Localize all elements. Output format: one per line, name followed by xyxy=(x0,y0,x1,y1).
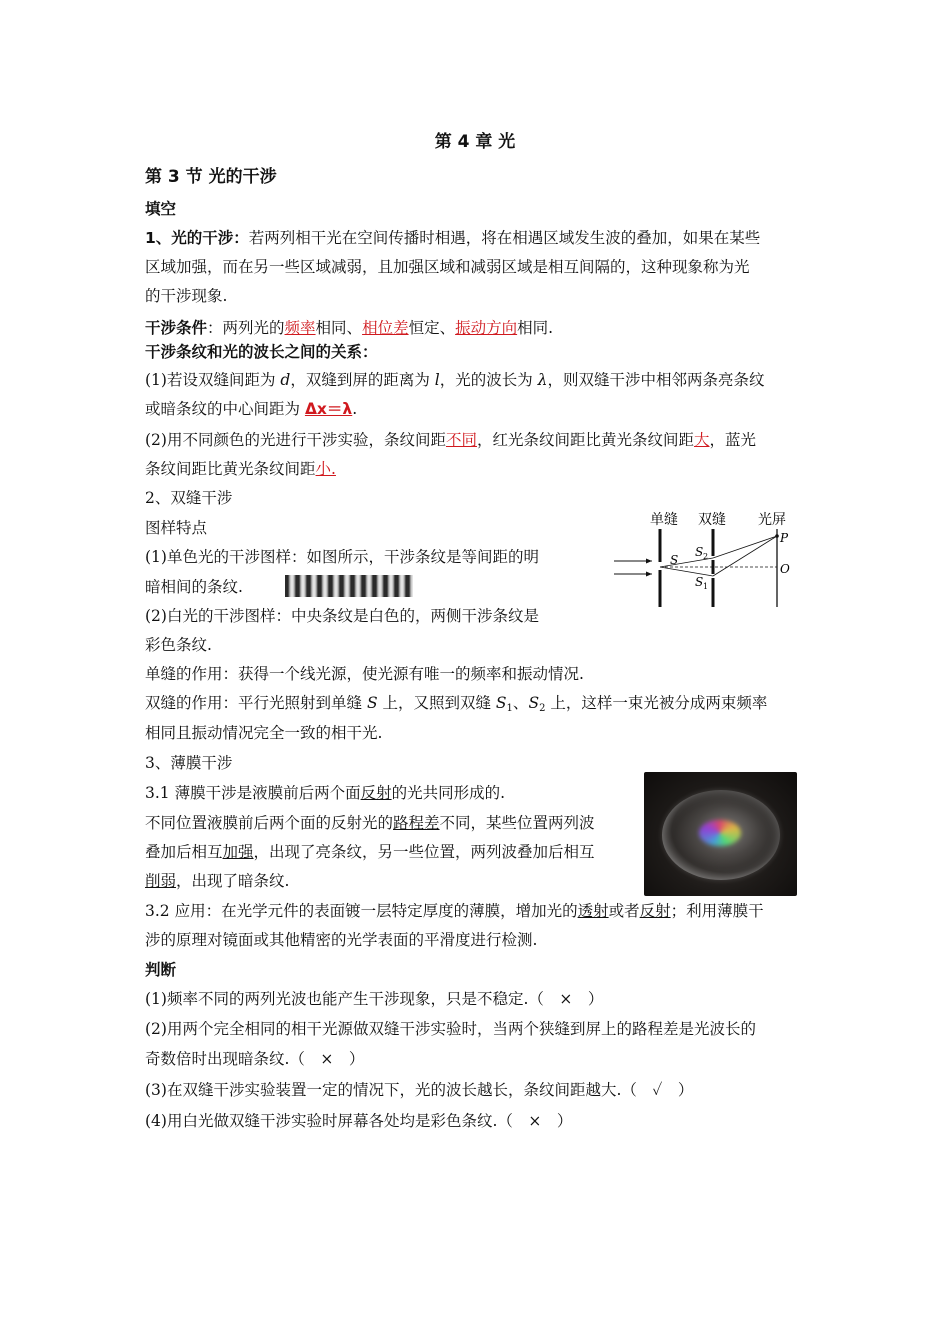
white-pattern-line-1: (2)白光的干涉图样：中央条纹是白色的，两侧干涉条纹是 xyxy=(145,607,539,625)
point-p xyxy=(775,534,779,538)
r2-text: ，红光条纹间距比黄光条纹间距 xyxy=(476,431,694,449)
thin-film-line-4 xyxy=(145,871,289,891)
underline-transmission: 透射 xyxy=(577,902,609,920)
answer-fringe-spacing: Δx＝λ xyxy=(304,400,353,418)
judge-heading: 判断 xyxy=(145,961,177,979)
tf-text: ，出现了亮条纹，另一些位置，两列波叠加后相互 xyxy=(253,843,595,861)
ray-s2-to-p xyxy=(713,536,777,558)
label-O: O xyxy=(780,562,790,576)
r2-text: ，蓝光 xyxy=(709,431,757,449)
underline-reflection-2: 反射 xyxy=(639,902,671,920)
var-l: l xyxy=(434,371,440,389)
white-pattern-line-2: 彩色条纹. xyxy=(145,636,212,654)
label-S2: S xyxy=(695,545,704,559)
double-slit-heading: 2、双缝干涉 xyxy=(145,489,233,507)
tf-text: 不同，某些位置两列波 xyxy=(439,814,595,832)
var-d: d xyxy=(280,371,291,389)
p1-text-1: 若两列相干光在空间传播时相遇，将在相遇区域发生波的叠加，如果在某些 xyxy=(248,229,761,247)
answer-frequency: 频率 xyxy=(284,319,316,337)
mono-pattern-line-1: (1)单色光的干涉图样：如图所示，干涉条纹是等间距的明 xyxy=(145,548,539,566)
judge-item-3: (3)在双缝干涉实验装置一定的情况下，光的波长越长，条纹间距越大.（ ✓ ） xyxy=(145,1081,694,1099)
p1-line-3: 的干涉现象. xyxy=(145,287,228,305)
label-S1-sub: 1 xyxy=(703,582,709,591)
single-slit-role: 单缝的作用：获得一个线光源，使光源有唯一的频率和振动情况. xyxy=(145,665,584,683)
cond-text: ：两列光的 xyxy=(207,319,285,337)
tf-text: ，出现了暗条纹. xyxy=(176,872,290,890)
thin-film-line-3 xyxy=(145,842,595,862)
r1-text: (1)若设双缝间距为 xyxy=(145,371,281,389)
r2-text: 条纹间距比黄光条纹间距 xyxy=(145,460,316,478)
label-S: S xyxy=(670,553,679,567)
tf-text: 或者 xyxy=(608,902,640,920)
ds-text: 上，又照到双缝 xyxy=(377,694,496,712)
var-S1-sub: 1 xyxy=(506,703,513,714)
underline-strengthen: 加强 xyxy=(222,843,254,861)
label-P: P xyxy=(780,531,789,545)
chapter-title: 第 4 章 光 xyxy=(434,132,516,152)
pattern-heading: 图样特点 xyxy=(145,519,208,537)
thin-film-application-2: 涉的原理对镜面或其他精密的光学表面的平滑度进行检测. xyxy=(145,931,538,949)
judge-item-2-line-2: 奇数倍时出现暗条纹.（ × ） xyxy=(145,1050,365,1068)
tf-text: 的光共同形成的. xyxy=(391,784,506,802)
tf-text: 不同位置液膜前后两个面的反射光的 xyxy=(145,814,394,832)
interference-color-patch xyxy=(699,820,741,846)
relation-heading: 干涉条纹和光的波长之间的关系： xyxy=(145,343,378,361)
thin-film-line-1 xyxy=(145,783,505,803)
r1-text: . xyxy=(352,400,358,418)
relation-2-line-1 xyxy=(145,430,756,450)
tf-text: 叠加后相互 xyxy=(145,843,223,861)
tf-text: 3.2 应用：在光学元件的表面镀一层特定厚度的薄膜，增加光的 xyxy=(145,902,578,920)
section-title: 第 3 节 光的干涉 xyxy=(145,167,277,187)
answer-small: 小. xyxy=(315,460,336,478)
p1-label: 1、光的干涉： xyxy=(145,229,249,247)
answer-different: 不同 xyxy=(445,431,477,449)
r1-text: 或暗条纹的中心间距为 xyxy=(145,400,305,418)
label-screen: 光屏 xyxy=(758,512,786,528)
label-S1: S xyxy=(695,575,704,589)
label-S2-sub: 2 xyxy=(703,552,709,561)
interference-condition xyxy=(145,318,553,338)
var-S1: S xyxy=(495,694,507,712)
arrow-head xyxy=(646,559,652,564)
interference-fringe-image xyxy=(285,575,413,597)
ray-s1-to-p xyxy=(713,536,777,576)
thin-film-line-2 xyxy=(145,813,595,833)
thin-film-application-1 xyxy=(145,901,764,921)
cond-label: 干涉条件 xyxy=(145,319,208,337)
judge-item-1: (1)频率不同的两列光波也能产生干涉现象，只是不稳定.（ × ） xyxy=(145,990,604,1008)
underline-path-difference: 路程差 xyxy=(393,814,440,832)
p1-line-2: 区域加强，而在另一些区域减弱，且加强区域和减弱区域是相互间隔的，这种现象称为光 xyxy=(145,258,750,276)
cond-text: 恒定、 xyxy=(408,319,456,337)
mono-pattern-line-2: 暗相间的条纹. xyxy=(145,578,243,596)
label-single-slit: 单缝 xyxy=(650,512,678,528)
p1-line-1 xyxy=(145,228,760,248)
thin-film-heading: 3、薄膜干涉 xyxy=(145,754,233,772)
tf-text: 3.1 薄膜干涉是液膜前后两个面 xyxy=(145,784,361,802)
judge-item-4: (4)用白光做双缝干涉实验时屏幕各处均是彩色条纹.（ × ） xyxy=(145,1112,573,1130)
answer-large: 大 xyxy=(694,431,710,449)
var-S2: S xyxy=(528,694,540,712)
underline-weaken: 削弱 xyxy=(145,872,177,890)
cond-text: 相同、 xyxy=(315,319,363,337)
underline-reflection: 反射 xyxy=(360,784,392,802)
soap-film-photo xyxy=(644,772,797,896)
judge-item-2-line-1: (2)用两个完全相同的相干光源做双缝干涉实验时，当两个狭缝到屏上的路程差是光波长的 xyxy=(145,1020,756,1038)
var-lambda: λ xyxy=(537,371,548,389)
answer-phase-difference: 相位差 xyxy=(362,319,409,337)
r1-text: ，双缝到屏的距离为 xyxy=(290,371,435,389)
var-S2-sub: 2 xyxy=(539,703,546,714)
fill-heading: 填空 xyxy=(145,200,177,218)
ds-text: 双缝的作用：平行光照射到单缝 xyxy=(145,694,367,712)
relation-1-line-1 xyxy=(145,370,765,390)
relation-2-line-2 xyxy=(145,459,336,479)
ds-text: 上，这样一束光被分成两束频率 xyxy=(545,694,768,712)
double-slit-role-line-2: 相同且振动情况完全一致的相干光. xyxy=(145,724,383,742)
ds-text: 、 xyxy=(512,694,529,712)
ray-to-s1 xyxy=(660,567,713,576)
r1-text: ，光的波长为 xyxy=(439,371,538,389)
answer-vibration-direction: 振动方向 xyxy=(455,319,518,337)
double-slit-diagram xyxy=(612,507,822,612)
double-slit-role-line-1 xyxy=(145,693,767,719)
r2-text: (2)用不同颜色的光进行干涉实验，条纹间距 xyxy=(145,431,446,449)
relation-1-line-2 xyxy=(145,399,357,419)
cond-text: 相同. xyxy=(517,319,554,337)
var-S: S xyxy=(366,694,378,712)
arrow-head xyxy=(646,572,652,577)
r1-text: ，则双缝干涉中相邻两条亮条纹 xyxy=(547,371,765,389)
label-double-slit: 双缝 xyxy=(698,512,726,528)
tf-text: ；利用薄膜干 xyxy=(670,902,764,920)
